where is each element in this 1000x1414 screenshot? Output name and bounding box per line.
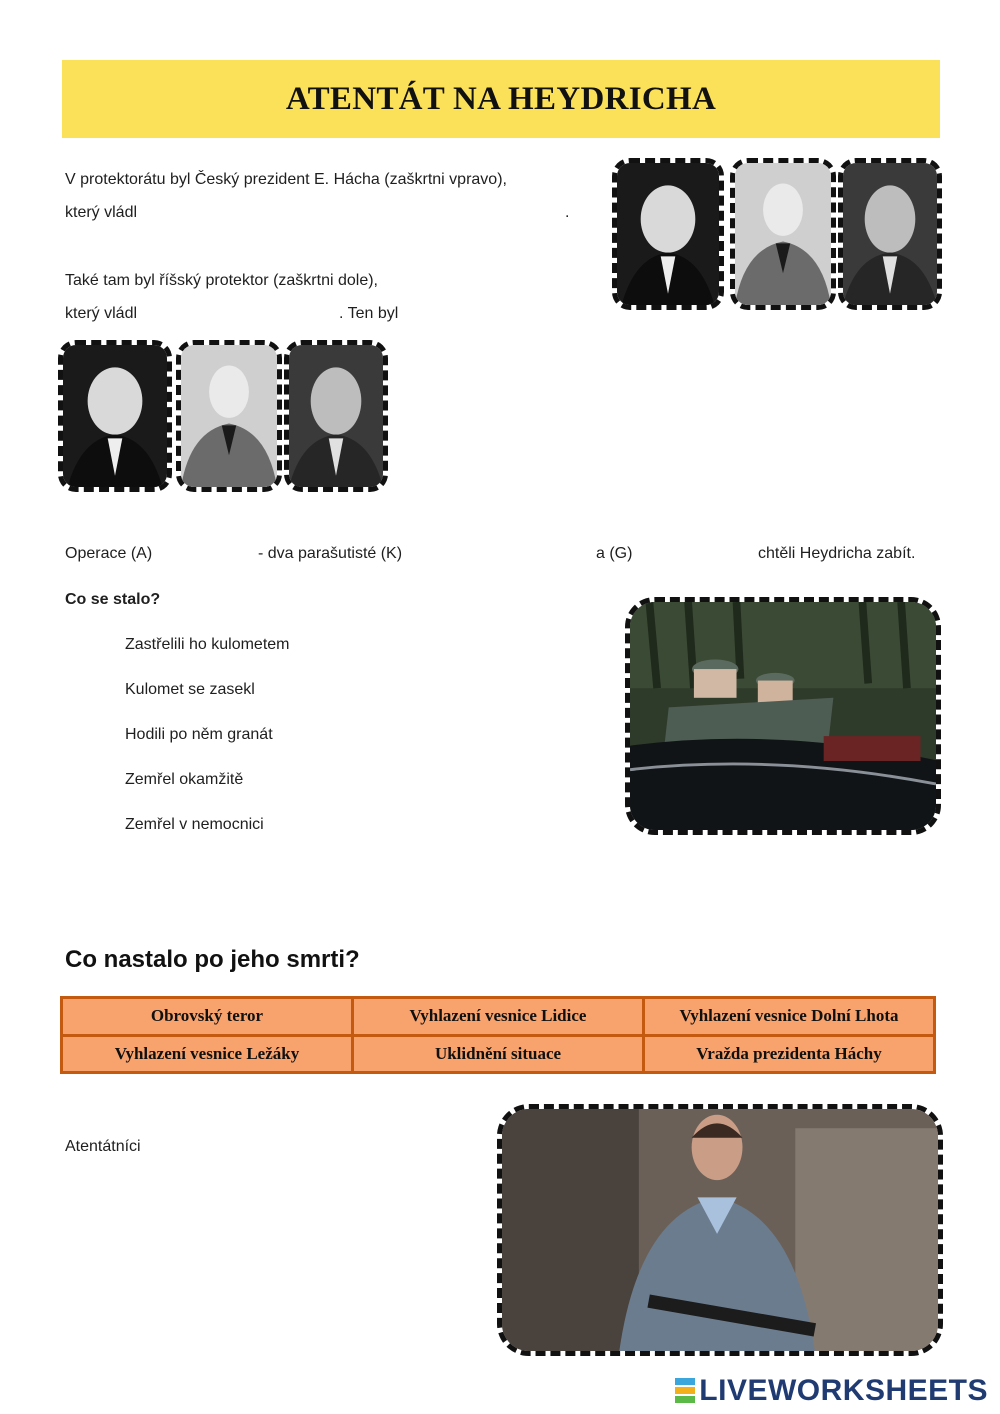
answer-field-paratrooper-g[interactable] xyxy=(640,539,752,565)
answer-field-protector-name[interactable] xyxy=(408,299,588,325)
answer-field-paratrooper-k[interactable] xyxy=(414,539,590,565)
portrait-option-other-top[interactable] xyxy=(838,158,942,310)
event-option[interactable]: Kulomet se zasekl xyxy=(125,681,255,698)
consequence-options-grid xyxy=(60,996,936,1074)
operation-label: Operace (A) xyxy=(65,545,153,562)
operation-end: chtěli Heydricha zabít. xyxy=(758,545,916,562)
and-g-label: a (G) xyxy=(596,545,633,562)
assassins-label: Atentátníci xyxy=(65,1138,141,1155)
answer-field-hacha-reign[interactable] xyxy=(150,198,558,224)
intro-line-4-end: . Ten byl xyxy=(339,305,399,322)
portrait-option-other-bottom[interactable] xyxy=(284,340,388,492)
intro-line-3: Také tam byl říšský protektor (zaškrtni dole), xyxy=(65,272,378,289)
event-option[interactable]: Zemřel v nemocnici xyxy=(125,816,264,833)
liveworksheets-mark-icon xyxy=(675,1378,695,1404)
page-title: ATENTÁT NA HEYDRICHA xyxy=(285,80,717,117)
consequence-option[interactable]: Vyhlazení vesnice Ležáky xyxy=(63,1037,351,1072)
liveworksheets-logo xyxy=(675,1374,988,1408)
event-option[interactable]: Hodili po něm granát xyxy=(125,726,273,743)
intro-line-2: který vládl xyxy=(65,204,138,221)
intro-line-1: V protektorátu byl Český prezident E. Hácha (zaškrtni vpravo), xyxy=(65,171,507,188)
consequence-option[interactable]: Uklidnění situace xyxy=(354,1037,642,1072)
intro-line-2-end: . xyxy=(565,204,570,221)
film-scene-photo xyxy=(497,1104,943,1356)
event-option[interactable]: Zemřel okamžitě xyxy=(125,771,244,788)
paratroopers-label: - dva parašutisté (K) xyxy=(258,545,403,562)
portrait-option-heydrich-top[interactable] xyxy=(730,158,836,310)
answer-field-protector-reign[interactable] xyxy=(150,299,335,325)
consequence-option[interactable]: Vyhlazení vesnice Dolní Lhota xyxy=(645,999,933,1034)
consequence-option[interactable]: Vražda prezidenta Háchy xyxy=(645,1037,933,1072)
intro-line-4: který vládl xyxy=(65,305,138,322)
what-happened-heading: Co se stalo? xyxy=(65,591,161,608)
liveworksheets-wordmark: LIVEWORKSHEETS xyxy=(699,1374,988,1407)
title-banner xyxy=(62,60,940,138)
portrait-option-hacha-bottom[interactable] xyxy=(58,340,172,492)
after-death-heading: Co nastalo po jeho smrti? xyxy=(65,946,360,973)
event-option[interactable]: Zastřelili ho kulometem xyxy=(125,636,290,653)
consequence-option[interactable]: Vyhlazení vesnice Lidice xyxy=(354,999,642,1034)
consequence-option[interactable]: Obrovský teror xyxy=(63,999,351,1034)
car-scene-photo xyxy=(625,597,941,835)
portrait-option-hacha-top[interactable] xyxy=(612,158,724,310)
answer-field-operation-name[interactable] xyxy=(160,539,252,565)
portrait-option-heydrich-bottom[interactable] xyxy=(176,340,282,492)
answer-field-assassins[interactable] xyxy=(65,1162,475,1342)
